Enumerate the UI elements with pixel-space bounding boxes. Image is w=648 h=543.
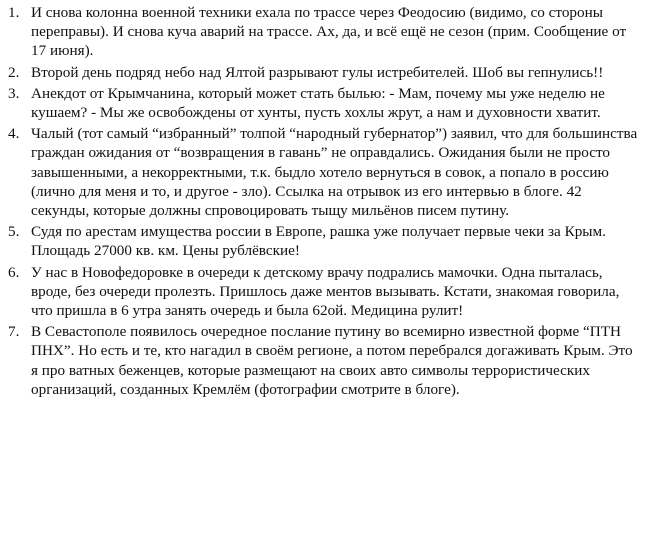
list-item-3 [0,84,648,122]
item-number: 5. [8,223,20,241]
item-text: Чалый (тот самый “избранный” толпой “народный губернатор”) заявил, что для большинства граждан ожидания от “возвращения в гавань” не оправдались. Ожидания были не просто завышенными, а некорректными, т.к. быдло хотело вернуться в совок, а попало в россию (лично для меня и то, и другое - зло). Ссылка на отрывок из его интервью в блоге. 42 секунды, которые должны спровоцировать тыщу мильёнов писем путину. [31,125,638,220]
item-text: В Севастополе появилось очередное послание путину во всемирно известной форме “ПТН ПНХ”. Но есть и те, кто нагадил в своём регионе, а потом перебрался догаживать Крым. Это я про ватных беженцев, которые размещают на своих авто символы террористических организаций, созданных Кремлём (фотографии смотрите в блоге). [31,323,633,398]
list-item-7 [0,322,648,399]
item-number: 2. [8,63,20,81]
item-number: 4. [8,125,20,143]
item-text: Судя по арестам имущества россии в Европе, рашка уже получает первые чеки за Крым. Площадь 27000 кв. км. Цены рублёвские! [31,223,606,260]
list-item-1 [0,3,648,61]
item-number: 3. [8,84,20,102]
item-text: Анекдот от Крымчанина, который может стать былью: - Мам, почему мы уже неделю не кушаем? - Мы же освобождены от хунты, пусть хохлы жрут, а нам и духовности хватит. [31,84,605,122]
list-item-4 [0,124,648,220]
list-item-2 [0,63,648,82]
item-text: У нас в Новофедоровке в очереди к детскому врачу подрались мамочки. Одна пыталась, вроде, без очереди пролезть. Пришлось даже ментов вызывать. Кстати, знакомая говорила, что пришла в 6 утра занять очередь и была 62ой. Медицина рулит! [31,263,620,320]
item-number: 6. [8,263,20,281]
list-item-6 [0,263,648,321]
list-item-5 [0,222,648,260]
numbered-list [0,3,648,401]
item-number: 1. [8,4,20,21]
item-text: И снова колонна военной техники ехала по трассе через Феодосию (видимо, со стороны переправы). И снова куча аварий на трассе. Ах, да, и всё ещё не сезон (прим. Сообщение от 17 июня). [31,4,627,60]
item-number: 7. [8,323,20,341]
item-text: Второй день подряд небо над Ялтой разрывают гулы истребителей. Шоб вы гепнулись!! [31,63,604,81]
